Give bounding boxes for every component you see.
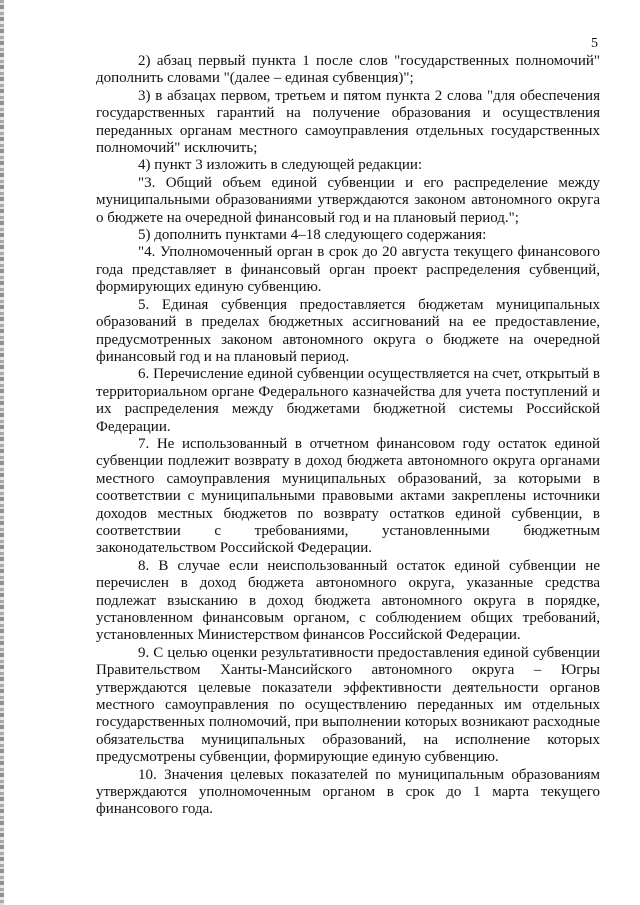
paragraph-item-8: 8. В случае если неиспользованный остаток единой субвенции не перечислен в доход бюджета автономного округа, указанные средства подлежат взысканию в доход бюджета автономного округа в порядке, установленном финансовым органом, с соблюдением общих требований, установленных Министерством финансов Российской Федерации.: [96, 557, 600, 644]
paragraph-amendment-4: 4) пункт 3 изложить в следующей редакции:: [138, 157, 423, 174]
page-number: 5: [591, 36, 598, 51]
paragraph-item-7: 7. Не использованный в отчетном финансовом году остаток единой субвенции подлежит возврату в доход бюджета автономного округа органами местного самоуправления муниципальных образований, за которыми в соответствии с муниципальными правовыми актами закреплены источники доходов местных бюджетов по возврату остатков единой субвенции, в соответствии с требованиями, установленными бюджетным законодательством Российской Федерации.: [96, 435, 600, 557]
paragraph-item-10: 10. Значения целевых показателей по муниципальным образованиям утверждаются уполномоченным органом в срок до 1 марта текущего финансового года.: [96, 766, 600, 818]
document-body: [96, 53, 600, 819]
paragraph-amendment-2: 2) абзац первый пункта 1 после слов "государственных полномочий" дополнить словами "(далее – единая субвенция)";: [96, 53, 600, 87]
paragraph-item-9: 9. С целью оценки результативности предоставления единой субвенции Правительством Ханты-Мансийского автономного округа – Югры утверждаются целевые показатели эффективности деятельности органов местного самоуправления по осуществлению переданных им отдельных государственных полномочий, при выполнении которых возникают расходные обязательства муниципальных образований, на исполнение которых предусмотрены субвенции, формирующие единую субвенцию.: [96, 644, 600, 766]
paragraph-item-5: 5. Единая субвенция предоставляется бюджетам муниципальных образований в пределах бюджетных ассигнований на ее предоставление, предусмотренных законом автономного округа о бюджете на очередной финансовый год и на плановый период.: [96, 296, 600, 365]
paragraph-amendment-3: 3) в абзацах первом, третьем и пятом пункта 2 слова "для обеспечения государственных гарантий на получение образования и осуществления переданных органам местного самоуправления отдельных государственных полномочий" исключить;: [96, 87, 600, 157]
scan-edge-artifact: [0, 0, 4, 905]
paragraph-item-3: "3. Общий объем единой субвенции и его распределение между муниципальными образованиями утверждаются законом автономного округа о бюджете на очередной финансовый год и на плановый период.";: [96, 174, 600, 226]
paragraph-item-6: 6. Перечисление единой субвенции осуществляется на счет, открытый в территориальном органе Федерального казначейства для учета поступлений и их распределения между бюджетами бюджетной системы Российской Федерации.: [96, 366, 600, 435]
paragraph-amendment-5: 5) дополнить пунктами 4–18 следующего содержания:: [138, 227, 487, 244]
paragraph-item-4: "4. Уполномоченный орган в срок до 20 августа текущего финансового года представляет в финансовый орган проект распределения субвенций, формирующих единую субвенцию.: [96, 244, 600, 296]
